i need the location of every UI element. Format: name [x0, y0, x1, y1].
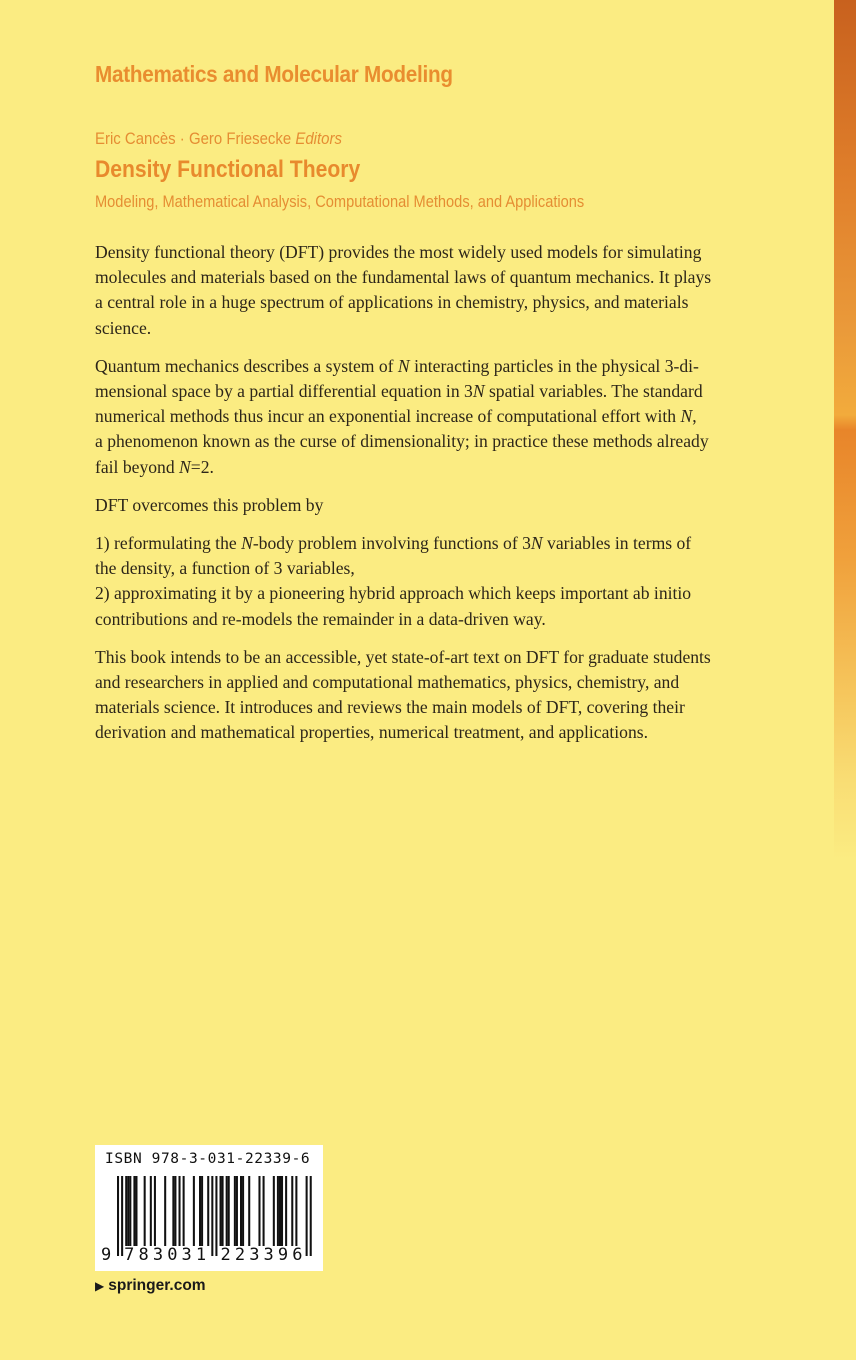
list-item: 2) approximating it by a pioneering hybrid approach which keeps important ab initio: [95, 583, 692, 604]
barcode-digit: 3: [249, 1245, 260, 1265]
barcode-bar: [277, 1176, 279, 1246]
description-text: [95, 240, 785, 759]
barcode-bar: [258, 1176, 260, 1246]
list-item: 1) reformulating the N-body problem involving functions of 3N variables in terms of: [95, 533, 692, 554]
publisher-website[interactable]: [95, 1277, 206, 1295]
barcode-bar: [129, 1176, 131, 1246]
website-text: springer.com: [108, 1277, 206, 1294]
barcode-bar: [174, 1176, 176, 1246]
barcode-bar: [242, 1176, 244, 1246]
barcode-bar: [285, 1176, 287, 1246]
text-line: This book intends to be an accessible, yet state-of-art text on DFT for graduate students: [95, 646, 711, 667]
paragraph-intro: [95, 240, 785, 341]
text-line: fail beyond N=2.: [95, 456, 214, 477]
text-line: Density functional theory (DFT) provides the most widely used models for simulating: [95, 242, 702, 262]
barcode-digit: 3: [181, 1245, 192, 1265]
barcode-bar: [201, 1176, 203, 1246]
barcode-digit: 2: [220, 1245, 231, 1265]
barcode-bar: [310, 1176, 312, 1256]
barcode-bar: [127, 1176, 129, 1246]
barcode-bar: [236, 1176, 238, 1246]
paragraph-dft-overcomes: [95, 493, 785, 518]
barcode-bar: [279, 1176, 281, 1246]
isbn-label: ISBN 978-3-031-22339-6: [105, 1151, 311, 1167]
text-line: materials science. It introduces and reviews the main models of DFT, covering their: [95, 697, 685, 718]
barcode-bar: [121, 1176, 123, 1256]
barcode-bar: [207, 1176, 209, 1246]
barcode-bar: [211, 1176, 213, 1256]
barcode-bar: [263, 1176, 265, 1246]
editors-line: [95, 129, 342, 149]
barcode-bar: [248, 1176, 250, 1246]
barcode-digit: 2: [234, 1245, 246, 1265]
triangle-right-icon: ▶: [95, 1279, 105, 1293]
barcode-bar: [226, 1176, 228, 1246]
barcode-bar: [144, 1176, 146, 1246]
barcode-digit: 8: [138, 1245, 149, 1265]
barcode-bar: [154, 1176, 156, 1246]
text-line: DFT overcomes this problem by: [95, 494, 324, 515]
book-subtitle: Modeling, Mathematical Analysis, Computational Methods, and Applications: [95, 192, 585, 211]
barcode-bar: [117, 1176, 119, 1256]
barcode-bar: [273, 1176, 275, 1246]
barcode-bar: [133, 1176, 135, 1246]
barcode-bar: [281, 1176, 283, 1246]
barcode-digit: 9: [101, 1245, 112, 1265]
barcode-bar: [306, 1176, 308, 1256]
text-line: derivation and mathematical properties, numerical treatment, and applications.: [95, 722, 649, 743]
barcode-digit: 3: [263, 1245, 274, 1265]
editor-names: Eric Cancès · Gero Friesecke: [95, 129, 292, 148]
book-title: Density Functional Theory: [95, 156, 361, 183]
barcode-bar: [183, 1176, 185, 1246]
barcode-bar: [193, 1176, 195, 1246]
text-line: mensional space by a partial differential equation in 3N spatial variables. The standard: [95, 381, 703, 402]
text-line: Quantum mechanics describes a system of N interacting particles in the physical 3-di-: [95, 355, 699, 376]
barcode-bar: [135, 1176, 137, 1246]
barcode-bar: [150, 1176, 152, 1246]
barcode-bar: [215, 1176, 217, 1256]
barcode-bar: [125, 1176, 127, 1246]
text-line: molecules and materials based on the fundamental laws of quantum mechanics. It plays: [95, 267, 712, 288]
text-line: numerical methods thus incur an exponential increase of computational effort with N,: [95, 406, 697, 427]
text-line: a central role in a huge spectrum of applications in chemistry, physics, and materials: [95, 292, 689, 313]
spine-color-strip: [834, 0, 856, 1360]
barcode-digit: 0: [167, 1245, 178, 1265]
text-line: and researchers in applied and computational mathematics, physics, chemistry, and: [95, 672, 680, 693]
series-title: Mathematics and Molecular Modeling: [95, 61, 453, 87]
text-line: contributions and re-models the remainder in a data-driven way.: [95, 608, 546, 629]
isbn-barcode: [95, 1145, 323, 1271]
text-line: a phenomenon known as the curse of dimensionality; in practice these methods already: [95, 431, 709, 452]
text-line: the density, a function of 3 variables,: [95, 558, 355, 579]
barcode-bar: [234, 1176, 236, 1246]
paragraph-book-intent: [95, 645, 785, 746]
barcode-bar: [220, 1176, 222, 1246]
barcode-bar: [164, 1176, 166, 1246]
barcode-digit: 1: [195, 1245, 207, 1265]
barcode-bar: [172, 1176, 174, 1246]
barcode-digit: 3: [152, 1245, 164, 1265]
editors-role: Editors: [295, 129, 342, 148]
barcode-bar: [199, 1176, 201, 1246]
barcode-digit: 9: [277, 1245, 289, 1265]
paragraph-list: [95, 531, 785, 632]
barcode-bar: [295, 1176, 297, 1246]
paragraph-quantum: [95, 354, 785, 480]
barcode-bar: [228, 1176, 230, 1246]
barcode-bar: [291, 1176, 293, 1246]
barcode-digit: 7: [124, 1245, 135, 1265]
barcode-bar: [179, 1176, 181, 1246]
text-line: science.: [95, 317, 152, 338]
barcode-bar: [240, 1176, 242, 1246]
barcode-digit: 6: [292, 1245, 303, 1265]
barcode-bar: [222, 1176, 224, 1246]
